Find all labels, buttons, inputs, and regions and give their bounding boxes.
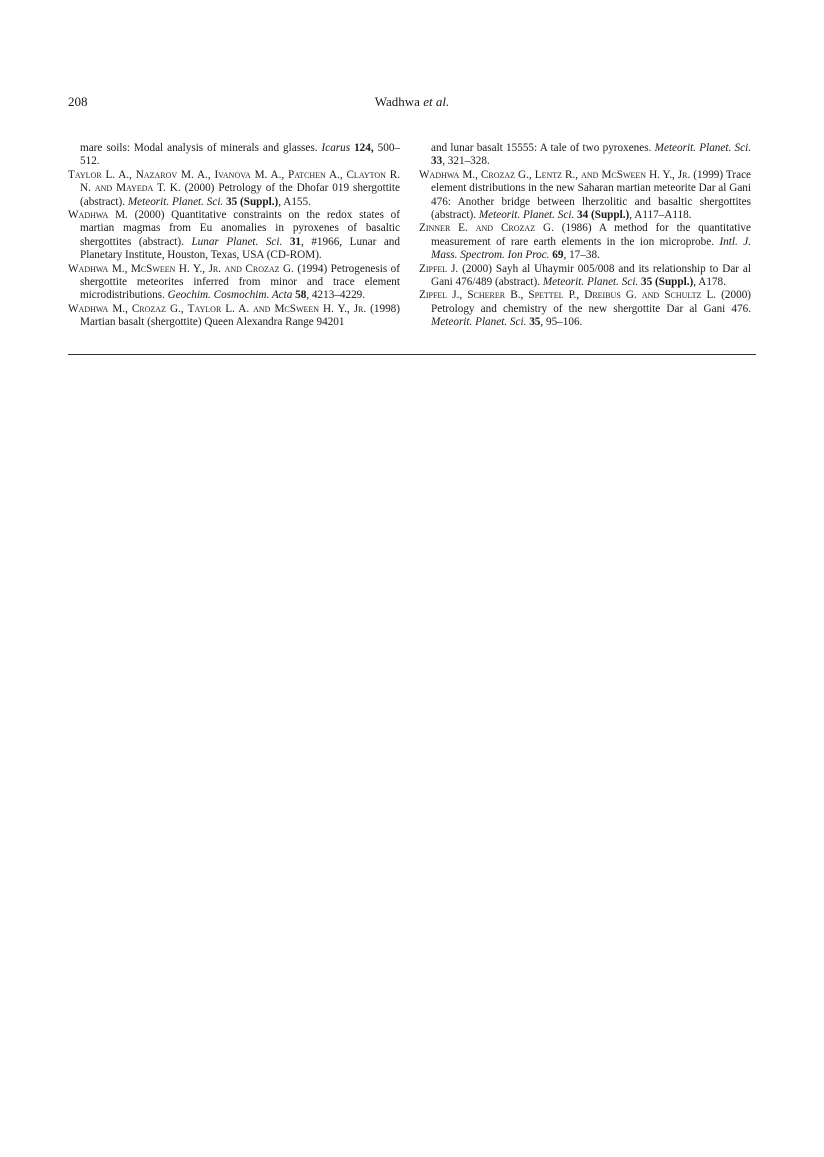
reference-text: Icarus	[321, 142, 351, 154]
reference-text: Taylor	[187, 302, 222, 315]
reference-text: Crozaz	[480, 168, 516, 181]
reference-text: Lentz	[534, 168, 563, 181]
reference-entry	[419, 289, 751, 329]
reference-text: Jr.	[353, 302, 367, 315]
reference-text: 35	[529, 316, 541, 329]
reference-entry	[419, 169, 751, 223]
reference-text: Jr.	[208, 262, 222, 275]
reference-text: Wadhwa	[419, 168, 460, 181]
reference-text: M. (2000) Quantitative constraints on the redox states of martian magmas from Eu anomalies in pyroxenes of basaltic shergottites (abstract).	[80, 209, 400, 248]
reference-text: and	[253, 302, 271, 315]
reference-text: (1999) Trace element distributions in the new Saharan martian meteorite Dar al Gani 476: Another bridge between lherzolitic and basaltic shergottites (abstract).	[431, 168, 751, 222]
reference-entry	[68, 263, 400, 303]
reference-text: 31	[289, 235, 302, 248]
reference-text: G. (1986) A method for the quantitative measurement of rare earth elements in the ion microprobe.	[431, 222, 751, 248]
reference-text: 34 (Suppl.)	[577, 209, 630, 222]
reference-text: and	[581, 168, 599, 181]
reference-text: L. (2000) Petrology and chemistry of the new shergottite Dar al Gani 476.	[431, 289, 752, 315]
reference-text: and	[475, 222, 494, 235]
reference-text: Schultz	[664, 289, 702, 302]
page-header	[68, 94, 756, 112]
reference-text: Jr.	[677, 168, 691, 181]
reference-text: H. Y.,	[319, 302, 354, 315]
reference-text: L. A.	[221, 302, 254, 315]
reference-text: G. (1994) Petrogenesis of shergottite meteorites inferred from minor and trace element microdistributions.	[80, 262, 401, 302]
reference-text: Crozaz	[131, 302, 166, 315]
reference-text: R. N.	[80, 168, 401, 195]
reference-text: 500–512.	[80, 142, 401, 168]
page-number: 208	[68, 94, 88, 109]
reference-entry	[419, 222, 751, 262]
reference-text: Patchen	[288, 168, 326, 181]
reference-text: , A178.	[693, 276, 726, 289]
reference-text: , A117–A118.	[629, 209, 692, 222]
running-head-etal: et al.	[423, 94, 450, 109]
reference-text: Nazarov	[135, 168, 178, 181]
reference-entry	[68, 169, 400, 209]
reference-text: , 321–328.	[442, 155, 490, 168]
reference-text: 35 (Suppl.)	[226, 195, 279, 208]
reference-text: R.,	[562, 168, 582, 181]
reference-text: (1998) Martian basalt (shergottite) Queen Alexandra Range 94201	[80, 302, 400, 329]
reference-text: , A155.	[278, 195, 311, 208]
reference-text: Dreibus	[584, 289, 621, 302]
reference-text: E.	[450, 222, 476, 235]
reference-text: Wadhwa	[68, 209, 109, 222]
reference-text: Meteorit. Planet. Sci.	[431, 316, 527, 329]
reference-text: G.,	[515, 168, 535, 181]
reference-text: 69	[552, 249, 564, 262]
reference-text: Geochim. Cosmochim. Acta	[167, 289, 293, 302]
reference-text: mare soils: Modal analysis of minerals and glasses.	[80, 142, 322, 154]
reference-text: Taylor	[68, 168, 102, 181]
reference-text: Clayton	[346, 168, 386, 181]
reference-text: Meteorit. Planet. Sci.	[478, 209, 575, 222]
reference-text: 35 (Suppl.)	[641, 276, 694, 289]
reference-text: Wadhwa	[68, 302, 109, 315]
reference-text: H. Y.,	[646, 168, 678, 181]
reference-text: 58	[295, 289, 307, 302]
reference-text: M.,	[459, 168, 481, 181]
reference-text: Zipfel	[419, 262, 448, 275]
reference-column-right	[419, 142, 751, 330]
reference-entry	[68, 303, 400, 330]
reference-text: , 95–106.	[540, 316, 583, 329]
reference-text: McSween	[601, 168, 647, 181]
reference-text: and	[641, 289, 660, 302]
reference-text: M.,	[108, 262, 131, 275]
reference-text: A.,	[325, 168, 347, 181]
reference-text: G.,	[165, 302, 188, 315]
reference-text: Crozaz	[245, 262, 280, 275]
reference-text: and	[94, 182, 113, 195]
reference-text	[282, 236, 290, 248]
reference-text: H. Y.,	[175, 262, 209, 275]
reference-text: Spettel	[528, 289, 564, 302]
reference-text: J. (2000) Sayh al Uhaymir 005/008 and its relationship to Dar al Gani 476/489 (abstract).	[431, 262, 751, 289]
reference-text: and lunar basalt 15555: A tale of two pyroxenes.	[431, 142, 655, 154]
reference-text: J.,	[447, 289, 468, 302]
running-head	[68, 94, 756, 110]
reference-text: M.,	[108, 302, 132, 315]
reference-text: McSween	[274, 302, 320, 315]
reference-text: Ivanova	[214, 168, 251, 181]
reference-text: Meteorit. Planet. Sci.	[654, 142, 751, 154]
reference-text: P.,	[563, 289, 585, 302]
reference-text: L. A.,	[101, 168, 136, 181]
reference-column-left	[68, 142, 400, 330]
reference-text: , #1966, Lunar and Planetary Institute, Houston, Texas, USA (	[80, 235, 400, 262]
reference-text: McSween	[130, 262, 176, 275]
reference-text: Meteorit. Planet. Sci.	[127, 195, 224, 208]
reference-text: Meteorit. Planet. Sci.	[542, 276, 639, 289]
reference-text: 124,	[354, 142, 374, 154]
reference-text: Scherer	[467, 289, 506, 302]
reference-text: Mayeda	[116, 182, 154, 195]
reference-text: Intl. J. Mass. Spectrom. Ion Proc.	[431, 235, 751, 262]
reference-text: Lunar Planet. Sci.	[191, 235, 283, 248]
running-head-author: Wadhwa	[374, 94, 420, 109]
reference-text: M. A.,	[250, 168, 288, 181]
reference-text: M. A.,	[177, 168, 215, 181]
reference-text: Zinner	[419, 222, 451, 235]
reference-text: Wadhwa	[68, 262, 109, 275]
reference-text: 33	[431, 155, 443, 168]
reference-text: , 4213–4229.	[306, 289, 366, 302]
reference-entry	[419, 263, 751, 290]
reference-text: G.	[620, 289, 642, 302]
reference-text: CD-ROM	[270, 249, 316, 262]
reference-text: T. K. (2000) Petrology of the Dhofar 019 shergottite (abstract).	[80, 182, 400, 208]
reference-text: ).	[315, 249, 322, 262]
reference-text: Crozaz	[500, 222, 536, 235]
reference-text: Zipfel	[419, 289, 448, 302]
reference-text: B.,	[505, 289, 529, 302]
reference-text	[493, 222, 501, 234]
reference-text: and	[224, 262, 242, 275]
bottom-rule	[68, 354, 756, 355]
reference-entry-continued	[68, 142, 400, 169]
reference-entry	[68, 209, 400, 263]
reference-text: , 17–38.	[563, 249, 600, 262]
reference-entry-continued	[419, 142, 751, 169]
